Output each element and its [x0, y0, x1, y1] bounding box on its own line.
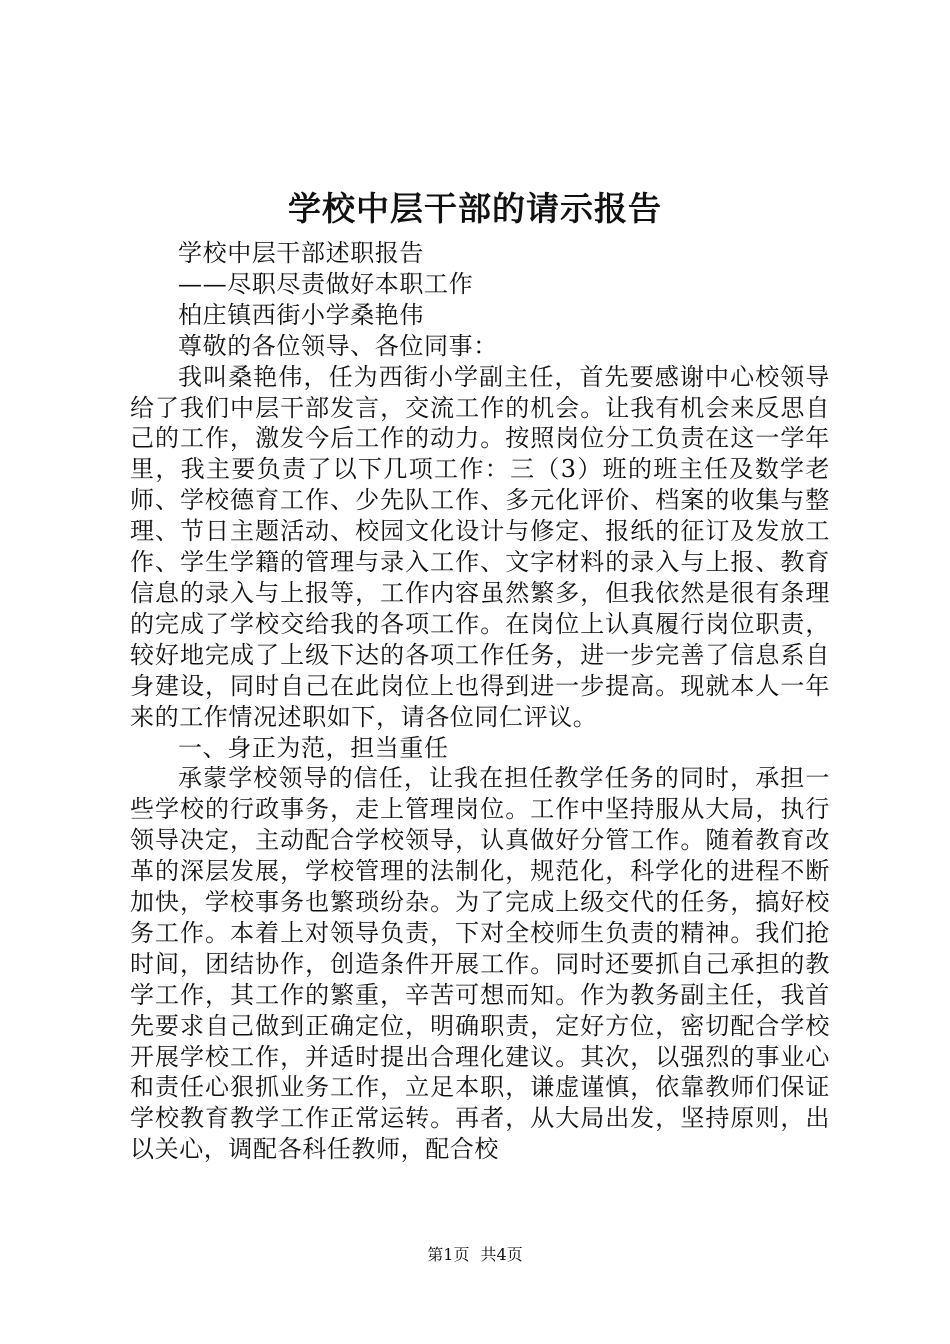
page-number: 第1页: [427, 1245, 470, 1264]
document-title: 学校中层干部的请示报告: [288, 189, 662, 228]
page-footer: [0, 1244, 950, 1266]
body-paragraph: 承蒙学校领导的信任，让我在担任教学任务的同时，承担一些学校的行政事务，走上管理岗位。工作中坚持服从大局，执行领导决定，主动配合学校领导，认真做好分管工作。随着教育改革的深层发展，学校管理的法制化，规范化，科学化的进程不断加快，学校事务也繁琐纷杂。为了完成上级交代的任务，搞好校务工作。本着上对领导负责，下对全校师生负责的精神。我们抢时间，团结协作，创造条件开展工作。同时还要抓自己承担的教学工作，其工作的繁重，辛苦可想而知。作为教务副主任，我首先要求自己做到正确定位，明确职责，定好方位，密切配合学校开展学校工作，并适时提出合理化建议。其次，以强烈的事业心和责任心狠抓业务工作，立足本职，谦虚谨慎，依靠教师们保证学校教育教学工作正常运转。再者，从大局出发，坚持原则，出以关心，调配各科任教师，配合校: [130, 764, 830, 1164]
body-paragraph: 我叫桑艳伟，任为西街小学副主任，首先要感谢中心校领导给了我们中层干部发言，交流工作的机会。让我有机会来反思自己的工作，激发今后工作的动力。按照岗位分工负责在这一学年里，我主要负责了以下几项工作：三（3）班的班主任及数学老师、学校德育工作、少先队工作、多元化评价、档案的收集与整理、节日主题活动、校园文化设计与修定、报纸的征订及发放工作、学生学籍的管理与录入工作、文字材料的录入与上报、教育信息的录入与上报等，工作内容虽然繁多，但我依然是很有条理的完成了学校交给我的各项工作。在岗位上认真履行岗位职责，较好地完成了上级下达的各项工作任务，进一步完善了信息系自身建设，同时自己在此岗位上也得到进一步提高。现就本人一年来的工作情况述职如下，请各位同仁评议。: [130, 362, 830, 731]
report-subtitle: 学校中层干部述职报告: [178, 239, 424, 267]
section-heading: 一、身正为范，担当重任: [178, 733, 449, 762]
salutation: 尊敬的各位领导、各位同事：: [178, 331, 498, 360]
report-author: 柏庄镇西街小学桑艳伟: [178, 300, 424, 329]
report-tagline: ——尽职尽责做好本职工作: [178, 269, 474, 298]
document-body: [130, 238, 830, 1165]
page-total: 共4页: [480, 1245, 523, 1264]
